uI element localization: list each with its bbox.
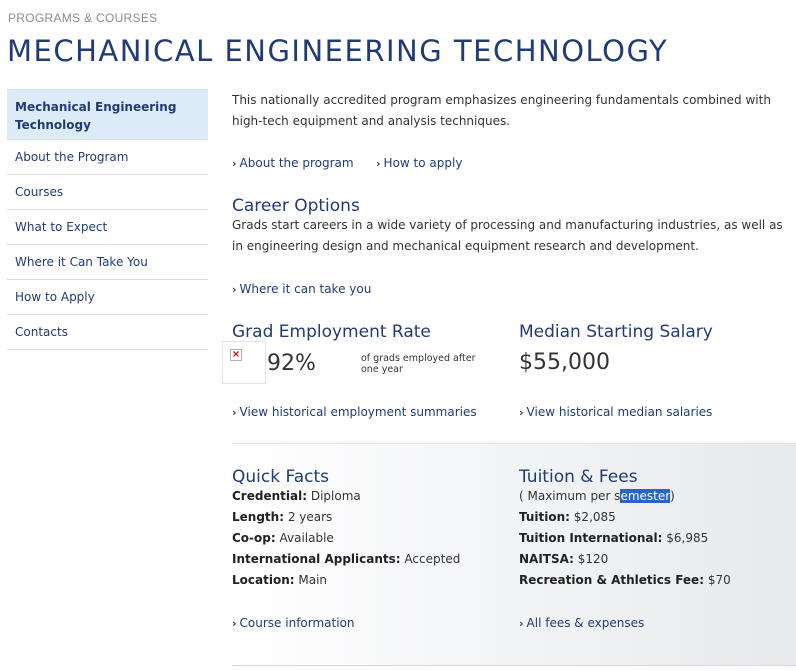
selected-text: emester bbox=[620, 489, 671, 503]
sidebar-item-how-to-apply[interactable]: How to Apply bbox=[7, 280, 208, 315]
sidebar-item-contacts[interactable]: Contacts bbox=[7, 315, 208, 350]
fee-row-recreation: Recreation & Athletics Fee: $70 bbox=[519, 573, 731, 587]
chevron-right-icon: › bbox=[232, 617, 237, 630]
fee-row-tuition-international: Tuition International: $6,985 bbox=[519, 531, 709, 545]
sidebar-item-where-it-can-take-you[interactable]: Where it Can Take You bbox=[7, 245, 208, 280]
chevron-right-icon: › bbox=[376, 157, 381, 170]
fact-row-international: International Applicants: Accepted bbox=[232, 552, 461, 566]
sidebar-item-what-to-expect[interactable]: What to Expect bbox=[7, 210, 208, 245]
intro-text: This nationally accredited program emphasizes engineering fundamentals combined with high-tech equipment and analysis techniques. bbox=[232, 93, 771, 128]
quick-facts-list bbox=[232, 486, 460, 591]
how-to-apply-link[interactable]: › How to apply bbox=[376, 156, 463, 170]
where-it-can-take-you-link[interactable]: › Where it can take you bbox=[232, 282, 372, 296]
course-information-link[interactable]: › Course information bbox=[232, 616, 355, 630]
employment-rate-value: 92% bbox=[267, 351, 316, 376]
fact-row-credential: Credential: Diploma bbox=[232, 489, 361, 503]
employment-summaries-link[interactable]: › View historical employment summaries bbox=[232, 405, 477, 419]
breadcrumb[interactable]: PROGRAMS & COURSES bbox=[8, 11, 158, 25]
median-salary-heading: Median Starting Salary bbox=[519, 322, 713, 342]
tuition-list bbox=[519, 507, 731, 591]
median-salaries-link[interactable]: › View historical median salaries bbox=[519, 405, 713, 419]
fact-row-length: Length: 2 years bbox=[232, 510, 333, 524]
sidebar-item-courses[interactable]: Courses bbox=[7, 175, 208, 210]
about-program-link[interactable]: › About the program bbox=[232, 156, 354, 170]
tuition-fees-heading: Tuition & Fees bbox=[519, 467, 638, 487]
sidebar-nav bbox=[7, 89, 208, 350]
chevron-right-icon: › bbox=[232, 157, 237, 170]
sidebar-item-about[interactable]: About the Program bbox=[7, 140, 208, 175]
fees-expenses-link[interactable]: › All fees & expenses bbox=[519, 616, 645, 630]
chevron-right-icon: › bbox=[232, 283, 237, 296]
career-options-text: Grads start careers in a wide variety of processing and manufacturing industries, as well as in engineering design and mechanical equipment research and development. bbox=[232, 218, 783, 253]
chevron-right-icon: › bbox=[232, 406, 237, 419]
fee-row-tuition: Tuition: $2,085 bbox=[519, 510, 616, 524]
median-salary-value: $55,000 bbox=[519, 350, 610, 375]
fact-row-location: Location: Main bbox=[232, 573, 328, 587]
chevron-right-icon: › bbox=[519, 406, 524, 419]
career-options-heading: Career Options bbox=[232, 196, 360, 216]
fee-row-naitsa: NAITSA: $120 bbox=[519, 552, 609, 566]
broken-image-icon bbox=[222, 341, 266, 384]
tuition-subheading: ( Maximum per semester) bbox=[519, 489, 675, 503]
quick-facts-heading: Quick Facts bbox=[232, 467, 329, 487]
grad-employment-heading: Grad Employment Rate bbox=[232, 322, 431, 342]
close-icon: × bbox=[231, 349, 241, 360]
fact-row-coop: Co-op: Available bbox=[232, 531, 334, 545]
page-title: MECHANICAL ENGINEERING TECHNOLOGY bbox=[7, 34, 669, 68]
divider bbox=[232, 665, 796, 666]
sidebar-item-program-home[interactable]: Mechanical Engineering Technology bbox=[7, 89, 208, 140]
chevron-right-icon: › bbox=[519, 617, 524, 630]
employment-rate-note: of grads employed after one year bbox=[361, 353, 476, 375]
